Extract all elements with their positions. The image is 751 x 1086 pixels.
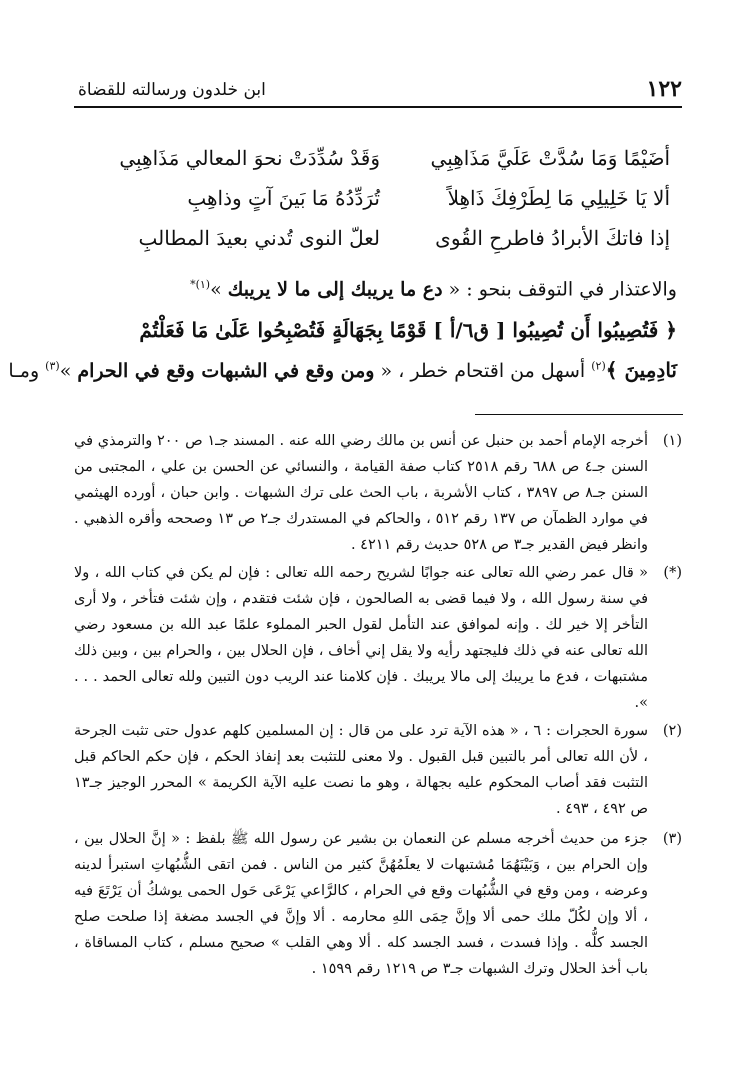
- verse-line: [90, 226, 670, 260]
- footnote-1: [74, 428, 682, 558]
- footnote-text: أخرجه الإمام أحمد بن حنبل عن أنس بن مالك رضي الله عنه . المسند جـ١ ص ٢٠٠ والترمذي في السنن جـ٤ ص ٦٨٨ رقم ٢٥١٨ كتاب صفة القيامة ، والنسائي عن الحسن بن علي ، المجتبى من السنن جـ٨ ص ٣٨٩٧ ، كتاب الأشربة ، باب الحث على ترك الشبهات . وابن حبان ، أورده الهيثمي في موارد الظمآن ص ١٣٧ رقم ٥١٢ ، والحاكم في المستدرك جـ٢ ص ١٣ وصححه وأقره الذهبي . وانظر فيض القدير جـ٣ ص ٥٢٨ حديث رقم ٤٢١١ .: [74, 433, 649, 553]
- footnote-mark: (٢): [662, 723, 682, 739]
- footnote-text: « قال عمر رضي الله تعالى عنه جوابًا لشريح رحمه الله تعالى : فإن لم يكن في كتاب الله ، ولا في سنة رسول الله ، ولا فيما قضى به الصالحون ، فإن شئت فتقدم ، وإن شئت فتأخر ، ولا أرى التأخر إلا خير لك . وإنه لموافق عند التأمل لقول الحبر المملوء علمًا عبد الله بن مسعود رضي الله تعالى عنه في ذلك فليجتهد رأيه ولا يقل إني أخاف ، فإن الحلال بين ، والحرام بين ، وبين ذلك مشتبهات ، فدع ما يريبك إلى مالا يريبك . فإن كلامنا عند الريب دون التبين ولله تعالى الحمد . . . ».: [74, 565, 648, 711]
- running-title: ابن خلدون ورسالته للقضاة: [78, 80, 266, 100]
- footnote-mark: (٣): [662, 831, 682, 847]
- footnote-text: سورة الحجرات : ٦ ، « هذه الآية ترد على من قال : إن المسلمين كلهم عدول حتى تثبت الجرحة ، لأن الله تعالى أمر بالتبين قبل القبول . ولا معنى للتثبت بعد إنفاذ الحكم ، فإن حكم الحاكم قبل التثبت فقد أصاب المحكوم عليه بجهالة ، وهو ما نصت عليه الآية الكريمة » المحرر الوجيز جـ١٣ ص ٤٩٢ ، ٤٩٣ .: [74, 723, 648, 817]
- body-line: والاعتذار في التوقف بنحو : « دع ما يريبك إلى ما لا يريبك »$^{(١)*}$: [190, 278, 677, 301]
- quran-verse-end: نَادِمِينَ ﴾: [605, 358, 677, 382]
- body-line: نَادِمِينَ ﴾$^{(٢)}$ أسهل من اقتحام خطر ، « ومن وقع في الشبهات وقع في الحرام »$^{(٣)}$ ومـا: [8, 358, 677, 382]
- hadith-quote: ومن وقع في الشبهات وقع في الحرام: [77, 360, 375, 382]
- verse-line: [90, 146, 670, 180]
- footnote-ref[interactable]: (٣): [45, 359, 60, 373]
- footnote-text: جزء من حديث أخرجه مسلم عن النعمان بن بشير عن رسول الله ﷺ بلفظ : « إنَّ الحلال بين ، وإن الحرام بين ، وَبَيْنَهُمَا مُشتبهات لا يعلَمُهُنَّ كثير من الناس . فمن اتقى الشُّبُهاتِ استبرأ لدينه وعرضه ، ومن وقع في الشُّبُهات وقع في الحرام ، كالرَّاعي يَرْعَى حَول الحمى يوشكُ أن يَرْتَعَ فيه ، ألا وإن لكُلّ ملك حمى ألا وإنَّ حِمَى اللهِ محارمه . ألا وإنَّ في الجسد مضغة إذا صلحت صلح الجسد كلُّه . وإذا فسدت ، فسد الجسد كله . ألا وهي القلب » صحيح مسلم ، كتاب المساقاة ، باب أخذ الحلال وترك الشبهات جـ٣ ص ١٢١٩ رقم ١٥٩٩ .: [74, 831, 648, 977]
- verse-hemistich-first: ألا يَا خَلِيلِي مَا لِطَرْفِكَ ذَاهِلاً: [447, 186, 670, 210]
- verse-hemistich-first: أضَيْمًا وَمَا سُدَّتْ عَلَيَّ مَذَاهِبِي: [430, 146, 670, 170]
- verse-hemistich-first: إذا فاتكَ الأبرادُ فاطرحِ القُوى: [435, 226, 670, 250]
- footnote-3: [74, 826, 682, 986]
- page-header: [74, 76, 682, 108]
- footnote-separator: [475, 414, 683, 415]
- quran-verse-line: ﴿ فَتُصِيبُوا أَن تُصِيبُوا [ ق٦/أ ] قَوْمًا بِجَهَالَةٍ فَتُصْبِحُوا عَلَىٰ مَا فَعَلْتُمْ: [139, 318, 677, 342]
- page-number: ١٢٢: [646, 76, 682, 102]
- verse-hemistich-second: وَقَدْ سُدِّدَتْ نحوَ المعالي مَذَاهِبِي: [119, 146, 380, 170]
- verse-hemistich-second: لعلّ النوى تُدني بعيدَ المطالبِ: [138, 226, 380, 250]
- footnote-ref[interactable]: (٢): [591, 359, 606, 373]
- footnote-mark: (*): [663, 565, 682, 581]
- footnote-mark: (١): [662, 433, 682, 449]
- verse-hemistich-second: تُرَدِّدُهُ مَا بَينَ آتٍ وذاهِبِ: [187, 186, 380, 210]
- footnote-ref[interactable]: (١)*: [190, 278, 211, 291]
- footnote-star: [74, 560, 682, 710]
- verse-line: [90, 186, 670, 220]
- hadith-quote: دع ما يريبك إلى ما لا يريبك: [227, 278, 443, 301]
- footnote-2: [74, 718, 682, 822]
